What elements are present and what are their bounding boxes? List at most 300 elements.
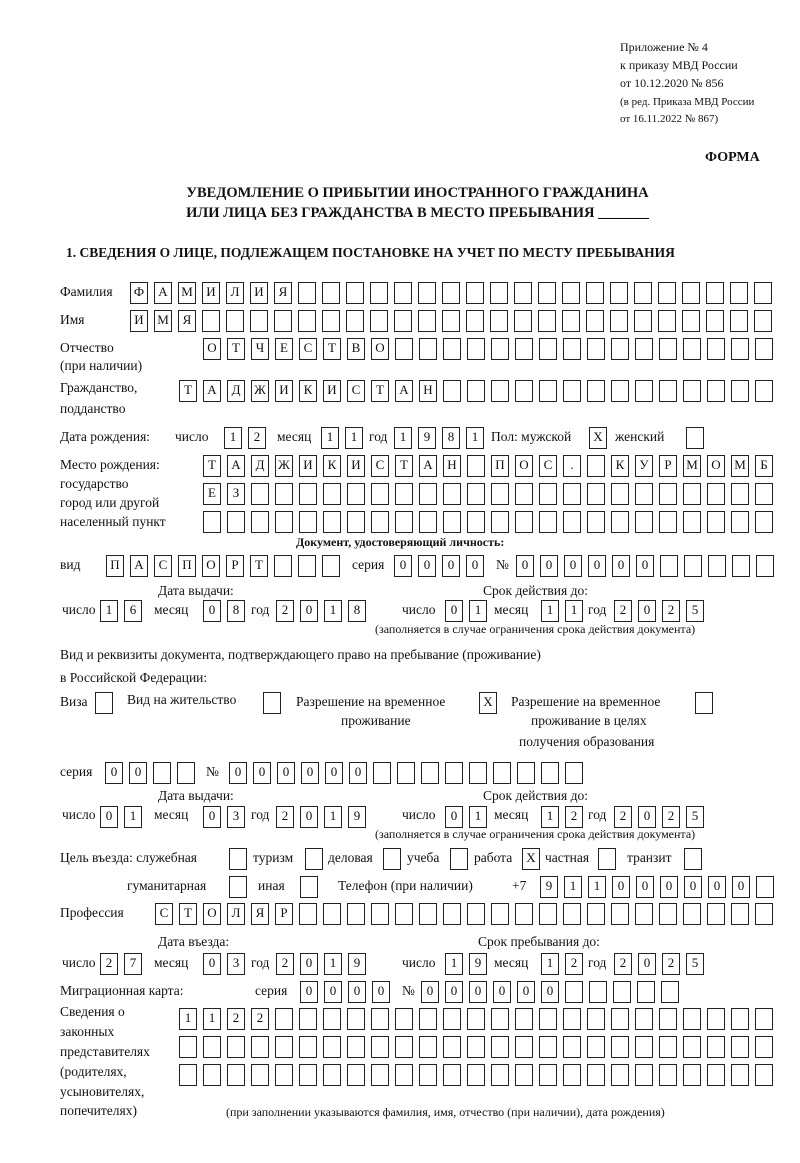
cell-name[interactable] xyxy=(346,310,364,332)
cell-reps-2[interactable] xyxy=(611,1036,629,1058)
cell-birth-day[interactable]: 1 xyxy=(224,427,242,449)
cell-birth-place-1[interactable]: У xyxy=(635,455,653,477)
cell-mig-number[interactable]: 0 xyxy=(421,981,439,1003)
cell-phone[interactable]: 9 xyxy=(540,876,558,898)
cell-stay-month[interactable]: 1 xyxy=(541,953,559,975)
cell-birth-place-2[interactable] xyxy=(467,483,485,505)
cell-stay-issue-year[interactable]: 9 xyxy=(348,806,366,828)
cell-profession[interactable] xyxy=(755,903,773,925)
cell-mig-number[interactable]: 0 xyxy=(445,981,463,1003)
cell-birth-place-3[interactable] xyxy=(755,511,773,533)
cell-profession[interactable] xyxy=(299,903,317,925)
cell-surname[interactable] xyxy=(658,282,676,304)
cell-birth-place-1[interactable]: . xyxy=(563,455,581,477)
cell-name[interactable] xyxy=(754,310,772,332)
cell-birth-place-3[interactable] xyxy=(347,511,365,533)
cell-surname[interactable] xyxy=(538,282,556,304)
cell-stay-series[interactable] xyxy=(177,762,195,784)
cell-id-valid-month[interactable]: 1 xyxy=(565,600,583,622)
cell-profession[interactable] xyxy=(731,903,749,925)
cell-surname[interactable] xyxy=(514,282,532,304)
cell-name[interactable] xyxy=(610,310,628,332)
cell-phone[interactable]: 0 xyxy=(612,876,630,898)
cell-citizenship[interactable]: Н xyxy=(419,380,437,402)
cell-reps-2[interactable] xyxy=(707,1036,725,1058)
cell-surname[interactable] xyxy=(586,282,604,304)
cell-reps-1[interactable] xyxy=(635,1008,653,1030)
cell-citizenship[interactable] xyxy=(491,380,509,402)
cell-profession[interactable] xyxy=(419,903,437,925)
cell-name[interactable] xyxy=(634,310,652,332)
cell-stay-number[interactable] xyxy=(469,762,487,784)
cell-id-issue-month[interactable]: 0 xyxy=(203,600,221,622)
cell-name[interactable] xyxy=(202,310,220,332)
cell-birth-place-3[interactable] xyxy=(443,511,461,533)
cell-reps-3[interactable] xyxy=(347,1064,365,1086)
cell-birth-place-1[interactable]: П xyxy=(491,455,509,477)
cell-birth-place-3[interactable] xyxy=(251,511,269,533)
cell-profession[interactable] xyxy=(587,903,605,925)
cell-birth-place-1[interactable]: И xyxy=(347,455,365,477)
cell-reps-1[interactable] xyxy=(491,1008,509,1030)
cell-name[interactable] xyxy=(418,310,436,332)
cell-birth-place-1[interactable] xyxy=(587,455,605,477)
checkbox-temp-residence[interactable]: X xyxy=(479,692,497,714)
cell-birth-place-2[interactable] xyxy=(587,483,605,505)
cell-stay-day[interactable]: 9 xyxy=(469,953,487,975)
cell-stay-number[interactable] xyxy=(541,762,559,784)
cell-birth-place-2[interactable] xyxy=(635,483,653,505)
checkbox-purpose-official[interactable] xyxy=(229,848,247,870)
cell-reps-2[interactable] xyxy=(275,1036,293,1058)
cell-birth-place-1[interactable]: К xyxy=(611,455,629,477)
cell-stay-number[interactable]: 0 xyxy=(253,762,271,784)
cell-stay-number[interactable] xyxy=(397,762,415,784)
cell-birth-place-3[interactable] xyxy=(731,511,749,533)
cell-citizenship[interactable]: Т xyxy=(371,380,389,402)
cell-mig-number[interactable]: 0 xyxy=(541,981,559,1003)
cell-reps-3[interactable] xyxy=(179,1064,197,1086)
cell-birth-place-2[interactable] xyxy=(251,483,269,505)
checkbox-purpose-tourism[interactable] xyxy=(305,848,323,870)
cell-stay-valid-day[interactable]: 0 xyxy=(445,806,463,828)
cell-name[interactable] xyxy=(682,310,700,332)
cell-reps-3[interactable] xyxy=(539,1064,557,1086)
cell-citizenship[interactable] xyxy=(539,380,557,402)
cell-reps-3[interactable] xyxy=(395,1064,413,1086)
cell-stay-number[interactable] xyxy=(373,762,391,784)
cell-mig-number[interactable]: 0 xyxy=(493,981,511,1003)
cell-patronymic[interactable]: Е xyxy=(275,338,293,360)
cell-reps-1[interactable] xyxy=(515,1008,533,1030)
cell-stay-valid-year[interactable]: 2 xyxy=(662,806,680,828)
cell-profession[interactable] xyxy=(395,903,413,925)
cell-reps-1[interactable] xyxy=(683,1008,701,1030)
cell-id-kind[interactable] xyxy=(298,555,316,577)
cell-id-number[interactable] xyxy=(684,555,702,577)
cell-birth-place-1[interactable]: Т xyxy=(395,455,413,477)
cell-birth-place-3[interactable] xyxy=(203,511,221,533)
cell-reps-1[interactable] xyxy=(443,1008,461,1030)
cell-mig-series[interactable]: 0 xyxy=(324,981,342,1003)
cell-id-kind[interactable]: Т xyxy=(250,555,268,577)
cell-stay-series[interactable]: 0 xyxy=(129,762,147,784)
cell-surname[interactable]: Л xyxy=(226,282,244,304)
cell-id-valid-year[interactable]: 5 xyxy=(686,600,704,622)
cell-mig-number[interactable] xyxy=(661,981,679,1003)
cell-citizenship[interactable] xyxy=(659,380,677,402)
cell-patronymic[interactable] xyxy=(419,338,437,360)
cell-entry-month[interactable]: 3 xyxy=(227,953,245,975)
cell-citizenship[interactable] xyxy=(515,380,533,402)
cell-patronymic[interactable] xyxy=(395,338,413,360)
cell-stay-number[interactable] xyxy=(565,762,583,784)
cell-reps-2[interactable] xyxy=(731,1036,749,1058)
cell-name[interactable] xyxy=(538,310,556,332)
cell-birth-year[interactable]: 1 xyxy=(466,427,484,449)
cell-reps-2[interactable] xyxy=(323,1036,341,1058)
cell-stay-valid-year[interactable]: 2 xyxy=(614,806,632,828)
cell-patronymic[interactable] xyxy=(731,338,749,360)
cell-name[interactable] xyxy=(490,310,508,332)
cell-stay-series[interactable] xyxy=(153,762,171,784)
cell-name[interactable] xyxy=(706,310,724,332)
cell-patronymic[interactable]: Т xyxy=(227,338,245,360)
cell-birth-place-3[interactable] xyxy=(395,511,413,533)
cell-entry-year[interactable]: 1 xyxy=(324,953,342,975)
cell-surname[interactable]: Ф xyxy=(130,282,148,304)
cell-reps-1[interactable] xyxy=(587,1008,605,1030)
cell-birth-place-2[interactable] xyxy=(659,483,677,505)
cell-id-number[interactable]: 0 xyxy=(516,555,534,577)
cell-surname[interactable]: М xyxy=(178,282,196,304)
cell-profession[interactable] xyxy=(635,903,653,925)
cell-id-valid-month[interactable]: 1 xyxy=(541,600,559,622)
cell-reps-3[interactable] xyxy=(203,1064,221,1086)
cell-birth-place-1[interactable]: Н xyxy=(443,455,461,477)
cell-reps-2[interactable] xyxy=(179,1036,197,1058)
cell-mig-series[interactable]: 0 xyxy=(300,981,318,1003)
cell-profession[interactable] xyxy=(467,903,485,925)
cell-profession[interactable]: С xyxy=(155,903,173,925)
cell-birth-place-2[interactable] xyxy=(347,483,365,505)
cell-profession[interactable] xyxy=(683,903,701,925)
cell-reps-2[interactable] xyxy=(659,1036,677,1058)
cell-entry-day[interactable]: 7 xyxy=(124,953,142,975)
cell-birth-place-2[interactable] xyxy=(707,483,725,505)
cell-birth-place-2[interactable] xyxy=(419,483,437,505)
cell-name[interactable] xyxy=(514,310,532,332)
cell-surname[interactable] xyxy=(634,282,652,304)
checkbox-sex-female[interactable] xyxy=(686,427,704,449)
cell-id-kind[interactable]: А xyxy=(130,555,148,577)
cell-surname[interactable] xyxy=(730,282,748,304)
cell-profession[interactable]: Р xyxy=(275,903,293,925)
cell-stay-day[interactable]: 1 xyxy=(445,953,463,975)
cell-mig-number[interactable] xyxy=(613,981,631,1003)
cell-birth-place-3[interactable] xyxy=(683,511,701,533)
cell-birth-place-2[interactable] xyxy=(395,483,413,505)
cell-patronymic[interactable]: Ч xyxy=(251,338,269,360)
cell-citizenship[interactable] xyxy=(611,380,629,402)
cell-reps-2[interactable] xyxy=(299,1036,317,1058)
cell-reps-3[interactable] xyxy=(371,1064,389,1086)
cell-reps-3[interactable] xyxy=(707,1064,725,1086)
cell-birth-year[interactable]: 1 xyxy=(394,427,412,449)
cell-entry-day[interactable]: 2 xyxy=(100,953,118,975)
cell-name[interactable] xyxy=(322,310,340,332)
cell-birth-place-3[interactable] xyxy=(371,511,389,533)
cell-reps-1[interactable]: 1 xyxy=(203,1008,221,1030)
cell-stay-valid-month[interactable]: 2 xyxy=(565,806,583,828)
cell-patronymic[interactable] xyxy=(755,338,773,360)
cell-id-issue-day[interactable]: 1 xyxy=(100,600,118,622)
cell-profession[interactable] xyxy=(515,903,533,925)
cell-id-valid-year[interactable]: 0 xyxy=(638,600,656,622)
cell-id-series[interactable]: 0 xyxy=(466,555,484,577)
cell-reps-2[interactable] xyxy=(587,1036,605,1058)
cell-reps-1[interactable]: 1 xyxy=(179,1008,197,1030)
cell-profession[interactable]: Л xyxy=(227,903,245,925)
cell-reps-3[interactable] xyxy=(443,1064,461,1086)
cell-birth-place-1[interactable]: А xyxy=(227,455,245,477)
cell-reps-1[interactable]: 2 xyxy=(227,1008,245,1030)
cell-id-number[interactable] xyxy=(708,555,726,577)
cell-birth-place-1[interactable]: Т xyxy=(203,455,221,477)
cell-birth-place-3[interactable] xyxy=(275,511,293,533)
cell-profession[interactable] xyxy=(659,903,677,925)
cell-id-number[interactable] xyxy=(660,555,678,577)
cell-surname[interactable] xyxy=(394,282,412,304)
cell-birth-place-2[interactable] xyxy=(563,483,581,505)
cell-reps-2[interactable] xyxy=(467,1036,485,1058)
cell-reps-1[interactable] xyxy=(419,1008,437,1030)
cell-surname[interactable] xyxy=(370,282,388,304)
cell-profession[interactable] xyxy=(611,903,629,925)
cell-reps-2[interactable] xyxy=(419,1036,437,1058)
checkbox-purpose-humanitarian[interactable] xyxy=(229,876,247,898)
cell-entry-year[interactable]: 0 xyxy=(300,953,318,975)
cell-surname[interactable] xyxy=(754,282,772,304)
cell-surname[interactable] xyxy=(322,282,340,304)
cell-birth-place-1[interactable]: Б xyxy=(755,455,773,477)
cell-profession[interactable]: Я xyxy=(251,903,269,925)
cell-profession[interactable] xyxy=(443,903,461,925)
cell-name[interactable]: Я xyxy=(178,310,196,332)
cell-stay-number[interactable]: 0 xyxy=(229,762,247,784)
cell-citizenship[interactable] xyxy=(563,380,581,402)
cell-stay-valid-month[interactable]: 1 xyxy=(541,806,559,828)
cell-stay-valid-day[interactable]: 1 xyxy=(469,806,487,828)
cell-stay-issue-day[interactable]: 1 xyxy=(124,806,142,828)
cell-stay-year[interactable]: 5 xyxy=(686,953,704,975)
cell-surname[interactable]: И xyxy=(250,282,268,304)
cell-stay-valid-year[interactable]: 0 xyxy=(638,806,656,828)
cell-patronymic[interactable] xyxy=(563,338,581,360)
cell-birth-place-2[interactable] xyxy=(443,483,461,505)
cell-phone[interactable]: 0 xyxy=(660,876,678,898)
cell-patronymic[interactable] xyxy=(587,338,605,360)
cell-stay-number[interactable]: 0 xyxy=(349,762,367,784)
cell-name[interactable] xyxy=(586,310,604,332)
cell-birth-place-1[interactable]: М xyxy=(731,455,749,477)
cell-stay-series[interactable]: 0 xyxy=(105,762,123,784)
cell-citizenship[interactable] xyxy=(467,380,485,402)
cell-birth-place-1[interactable]: К xyxy=(323,455,341,477)
cell-reps-1[interactable] xyxy=(659,1008,677,1030)
cell-birth-place-1[interactable]: С xyxy=(539,455,557,477)
cell-reps-3[interactable] xyxy=(491,1064,509,1086)
cell-entry-year[interactable]: 2 xyxy=(276,953,294,975)
cell-profession[interactable] xyxy=(539,903,557,925)
cell-id-number[interactable]: 0 xyxy=(636,555,654,577)
checkbox-purpose-transit[interactable] xyxy=(684,848,702,870)
cell-citizenship[interactable] xyxy=(635,380,653,402)
cell-profession[interactable] xyxy=(707,903,725,925)
cell-surname[interactable] xyxy=(682,282,700,304)
cell-stay-issue-year[interactable]: 1 xyxy=(324,806,342,828)
cell-birth-place-2[interactable] xyxy=(515,483,533,505)
cell-phone[interactable] xyxy=(756,876,774,898)
cell-patronymic[interactable] xyxy=(683,338,701,360)
cell-patronymic[interactable]: О xyxy=(371,338,389,360)
cell-id-series[interactable]: 0 xyxy=(442,555,460,577)
cell-reps-3[interactable] xyxy=(635,1064,653,1086)
cell-phone[interactable]: 1 xyxy=(588,876,606,898)
cell-name[interactable] xyxy=(226,310,244,332)
cell-citizenship[interactable]: И xyxy=(323,380,341,402)
cell-reps-2[interactable] xyxy=(203,1036,221,1058)
cell-mig-number[interactable] xyxy=(565,981,583,1003)
cell-birth-place-1[interactable]: О xyxy=(707,455,725,477)
cell-id-series[interactable]: 0 xyxy=(418,555,436,577)
cell-surname[interactable] xyxy=(418,282,436,304)
cell-patronymic[interactable] xyxy=(491,338,509,360)
cell-id-number[interactable]: 0 xyxy=(612,555,630,577)
cell-id-number[interactable]: 0 xyxy=(540,555,558,577)
cell-stay-number[interactable]: 0 xyxy=(325,762,343,784)
cell-surname[interactable] xyxy=(706,282,724,304)
cell-reps-3[interactable] xyxy=(611,1064,629,1086)
cell-birth-place-3[interactable] xyxy=(539,511,557,533)
cell-reps-2[interactable] xyxy=(635,1036,653,1058)
cell-birth-place-1[interactable]: Р xyxy=(659,455,677,477)
cell-reps-2[interactable] xyxy=(227,1036,245,1058)
cell-profession[interactable] xyxy=(563,903,581,925)
cell-name[interactable] xyxy=(274,310,292,332)
cell-phone[interactable]: 0 xyxy=(636,876,654,898)
cell-mig-number[interactable] xyxy=(637,981,655,1003)
cell-id-kind[interactable]: С xyxy=(154,555,172,577)
cell-patronymic[interactable] xyxy=(707,338,725,360)
cell-citizenship[interactable]: И xyxy=(275,380,293,402)
cell-patronymic[interactable] xyxy=(443,338,461,360)
cell-reps-1[interactable] xyxy=(275,1008,293,1030)
cell-patronymic[interactable] xyxy=(467,338,485,360)
cell-reps-1[interactable] xyxy=(347,1008,365,1030)
cell-id-issue-year[interactable]: 8 xyxy=(348,600,366,622)
cell-citizenship[interactable] xyxy=(731,380,749,402)
cell-citizenship[interactable]: Т xyxy=(179,380,197,402)
cell-birth-place-1[interactable]: М xyxy=(683,455,701,477)
cell-stay-number[interactable] xyxy=(493,762,511,784)
cell-id-kind[interactable]: Р xyxy=(226,555,244,577)
checkbox-purpose-private[interactable] xyxy=(598,848,616,870)
cell-birth-month[interactable]: 1 xyxy=(345,427,363,449)
cell-surname[interactable] xyxy=(466,282,484,304)
cell-birth-place-3[interactable] xyxy=(635,511,653,533)
cell-birth-place-2[interactable] xyxy=(491,483,509,505)
cell-name[interactable] xyxy=(730,310,748,332)
cell-reps-3[interactable] xyxy=(467,1064,485,1086)
cell-mig-series[interactable]: 0 xyxy=(348,981,366,1003)
cell-reps-3[interactable] xyxy=(563,1064,581,1086)
cell-reps-2[interactable] xyxy=(491,1036,509,1058)
cell-reps-2[interactable] xyxy=(539,1036,557,1058)
cell-name[interactable] xyxy=(394,310,412,332)
cell-birth-place-2[interactable] xyxy=(755,483,773,505)
cell-stay-number[interactable] xyxy=(421,762,439,784)
cell-birth-place-3[interactable] xyxy=(323,511,341,533)
cell-id-valid-year[interactable]: 2 xyxy=(614,600,632,622)
cell-reps-2[interactable] xyxy=(755,1036,773,1058)
cell-stay-number[interactable]: 0 xyxy=(301,762,319,784)
cell-patronymic[interactable]: Т xyxy=(323,338,341,360)
cell-birth-place-3[interactable] xyxy=(491,511,509,533)
cell-id-number[interactable] xyxy=(756,555,774,577)
cell-name[interactable] xyxy=(442,310,460,332)
cell-phone[interactable]: 1 xyxy=(564,876,582,898)
cell-patronymic[interactable]: С xyxy=(299,338,317,360)
cell-birth-place-3[interactable] xyxy=(707,511,725,533)
cell-reps-1[interactable]: 2 xyxy=(251,1008,269,1030)
cell-birth-place-1[interactable]: О xyxy=(515,455,533,477)
cell-surname[interactable] xyxy=(298,282,316,304)
cell-reps-1[interactable] xyxy=(731,1008,749,1030)
cell-name[interactable] xyxy=(562,310,580,332)
cell-birth-place-3[interactable] xyxy=(587,511,605,533)
cell-birth-place-2[interactable] xyxy=(371,483,389,505)
cell-name[interactable] xyxy=(298,310,316,332)
cell-mig-series[interactable]: 0 xyxy=(372,981,390,1003)
cell-patronymic[interactable] xyxy=(611,338,629,360)
cell-reps-2[interactable] xyxy=(563,1036,581,1058)
cell-reps-1[interactable] xyxy=(467,1008,485,1030)
cell-surname[interactable] xyxy=(562,282,580,304)
cell-profession[interactable] xyxy=(371,903,389,925)
cell-stay-issue-month[interactable]: 3 xyxy=(227,806,245,828)
cell-birth-place-2[interactable] xyxy=(539,483,557,505)
cell-birth-place-3[interactable] xyxy=(227,511,245,533)
cell-patronymic[interactable]: В xyxy=(347,338,365,360)
cell-reps-3[interactable] xyxy=(275,1064,293,1086)
cell-reps-2[interactable] xyxy=(347,1036,365,1058)
cell-reps-3[interactable] xyxy=(299,1064,317,1086)
cell-reps-1[interactable] xyxy=(323,1008,341,1030)
cell-reps-2[interactable] xyxy=(371,1036,389,1058)
cell-phone[interactable]: 0 xyxy=(708,876,726,898)
cell-reps-3[interactable] xyxy=(587,1064,605,1086)
cell-birth-place-2[interactable] xyxy=(299,483,317,505)
cell-birth-month[interactable]: 1 xyxy=(321,427,339,449)
cell-id-valid-year[interactable]: 2 xyxy=(662,600,680,622)
cell-id-kind[interactable] xyxy=(274,555,292,577)
cell-citizenship[interactable] xyxy=(707,380,725,402)
cell-phone[interactable]: 0 xyxy=(732,876,750,898)
cell-profession[interactable] xyxy=(491,903,509,925)
checkbox-purpose-study[interactable] xyxy=(450,848,468,870)
cell-mig-number[interactable]: 0 xyxy=(517,981,535,1003)
